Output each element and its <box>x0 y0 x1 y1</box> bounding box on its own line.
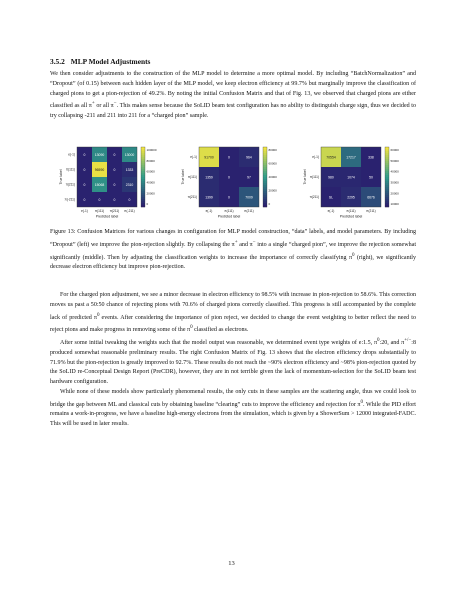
cell-value: 1359 <box>205 175 213 180</box>
x-tick-label: π(211) <box>366 209 376 213</box>
colorbar-tick-label: 10000 <box>390 202 399 207</box>
superscript: 0 <box>377 338 380 344</box>
colorbar-segment <box>263 165 267 167</box>
colorbar-segment <box>141 175 145 177</box>
superscript: 0 <box>352 252 355 258</box>
colorbar-tick-label: 60000 <box>390 148 399 153</box>
colorbar-tick-label: 50000 <box>390 158 399 163</box>
cell-value: 96590 <box>94 167 105 172</box>
page-number: 13 <box>228 560 235 567</box>
colorbar-segment <box>141 183 145 185</box>
colorbar-segment <box>141 189 145 191</box>
colorbar-segment <box>385 193 389 195</box>
colorbar-segment <box>263 151 267 153</box>
colorbar-segment <box>385 197 389 199</box>
colorbar-segment <box>263 159 267 161</box>
colorbar-segment <box>385 173 389 175</box>
colorbar-segment <box>385 195 389 197</box>
cell-value: 97 <box>247 175 251 180</box>
colorbar-segment <box>263 173 267 175</box>
cell-value: 0 <box>228 175 230 180</box>
cell-value: 964 <box>246 155 252 160</box>
colorbar-segment <box>385 171 389 173</box>
colorbar-segment <box>263 177 267 179</box>
colorbar-segment <box>141 153 145 155</box>
text-run: We then consider adjustments to the construction of the MLP model to determine a more optimal model. By including “BatchNormalization” and “Dropout” (of 0.15) between each hidden layer of the MLP model, we keep electron efficiency at 99.7% but marginally improve the classification of charged pions to get a pion-rejection of 49.2%. By noting the initial Confusion Matrix and that of Fig. 13, we observed that charged pions are either classified as all π <box>50 71 416 110</box>
colorbar-tick-label: 40000 <box>146 180 155 185</box>
cell-value: 0 <box>98 197 101 202</box>
colorbar-segment <box>141 177 145 179</box>
colorbar-tick-label: 100000 <box>146 148 157 153</box>
cell-value: 0 <box>113 197 116 202</box>
text-run: :8 produced somewhat reasonable preliminary results. The right Confusion Matrix of Fig. 13 shows that the electron efficiency drops substantially to 71.9% but the pion-rejection is greatly improved to 92.7%. These results do not reach the ~90% electron efficiency and ~98% pion-rejection quoted by the SoLID re-Conceptual Design Report (PreCDR), however, they are in not terrible given the lack of momentum-selection for the SoLID beam test hardware configuration. <box>50 340 416 386</box>
cell-value: 7009 <box>245 195 253 200</box>
x-tick-label: π(-211) <box>124 209 135 213</box>
colorbar-segment <box>141 163 145 165</box>
text-run: :20, and π <box>379 340 405 347</box>
paragraph-charged-pion <box>50 291 416 336</box>
colorbar-segment <box>141 185 145 187</box>
colorbar-segment <box>263 197 267 199</box>
text-run: into a single “charged pion”, we improve the rejection somewhat significantly (middle). Then by adjusting the classification weights to increase the importance of correctly classifying π <box>50 241 416 261</box>
y-tick-label: π(211) <box>65 182 75 187</box>
colorbar-segment <box>263 147 267 149</box>
cell-value: 1333 <box>125 167 134 172</box>
cell-value: 980 <box>328 175 334 180</box>
colorbar-segment <box>385 157 389 159</box>
colorbar-segment <box>263 203 267 205</box>
colorbar-tick-label: 20000 <box>146 191 155 196</box>
colorbar-segment <box>263 179 267 181</box>
colorbar-segment <box>263 167 267 169</box>
colorbar-segment <box>385 201 389 203</box>
colorbar-segment <box>263 153 267 155</box>
y-tick-label: π(211) <box>309 195 319 200</box>
figure-13 <box>55 143 420 223</box>
section-number: 3.5.2 <box>50 57 65 66</box>
colorbar-segment <box>385 179 389 181</box>
superscript: +/− <box>404 338 412 344</box>
colorbar-segment <box>385 177 389 179</box>
cell-value: 0 <box>83 197 86 202</box>
colorbar-tick-label: 30000 <box>390 180 399 185</box>
cell-value: 1399 <box>205 195 213 200</box>
colorbar-segment <box>141 159 145 161</box>
colorbar-segment <box>385 167 389 169</box>
colorbar-segment <box>141 195 145 197</box>
x-tick-label: e(-1) <box>81 209 88 213</box>
colorbar-tick-label: 20000 <box>390 191 399 196</box>
colorbar-segment <box>385 155 389 157</box>
x-axis-title: Predicted label <box>217 214 241 219</box>
colorbar-segment <box>263 163 267 165</box>
y-tick-label: e(-1) <box>312 155 319 160</box>
y-axis-title: True label <box>303 169 307 185</box>
y-tick-label: π(111) <box>309 175 319 180</box>
cell-value: 17217 <box>346 155 356 160</box>
superscript: − <box>113 101 117 107</box>
cell-value: 0 <box>113 152 116 157</box>
colorbar-segment <box>263 187 267 189</box>
colorbar-tick-label: 80000 <box>146 158 155 163</box>
colorbar-segment <box>263 181 267 183</box>
paragraph-weights <box>50 336 416 388</box>
x-tick-label: e(-1) <box>327 209 335 213</box>
colorbar-segment <box>141 151 145 153</box>
colorbar-segment <box>263 171 267 173</box>
superscript: 0 <box>190 325 193 331</box>
colorbar-segment <box>141 201 145 203</box>
colorbar-segment <box>385 147 389 149</box>
colorbar-segment <box>263 175 267 177</box>
section-title: MLP Model Adjustments <box>70 57 151 66</box>
colorbar-segment <box>141 147 145 149</box>
text-run: For the charged pion adjustment, we see a minor decrease in electron efficiency to 98.5% with increase in pion-rejection to 58.6%. This correction moves us past a 50:50 chance of rejecting pions with 70.6% of charged pions correctly classified. This progress is still accompanied by the complete lack of predicted π <box>50 292 416 321</box>
cell-value: 13090 <box>94 152 105 157</box>
colorbar-segment <box>385 175 389 177</box>
y-axis-title: True label <box>181 169 185 185</box>
cell-value: 0 <box>128 197 131 202</box>
colorbar-segment <box>263 201 267 203</box>
cell-value: 2295 <box>347 195 355 200</box>
colorbar-segment <box>385 149 389 151</box>
superscript: + <box>91 101 95 107</box>
colorbar-segment <box>263 155 267 157</box>
colorbar-segment <box>263 183 267 185</box>
colorbar-segment <box>385 185 389 187</box>
cell-value: 0 <box>228 195 230 200</box>
y-tick-label: π(111) <box>187 175 197 180</box>
colorbar-segment <box>263 161 267 163</box>
colorbar-segment <box>141 193 145 195</box>
y-tick-label: π(-211) <box>64 197 75 202</box>
x-tick-label: π(211) <box>109 209 120 213</box>
x-axis-title: Predicted label <box>95 214 119 219</box>
cell-value: 0 <box>83 182 86 187</box>
confusion-matrix-charged-pion <box>177 143 292 223</box>
colorbar-segment <box>263 149 267 151</box>
colorbar-segment <box>385 183 389 185</box>
x-tick-label: π(111) <box>224 209 234 213</box>
colorbar-segment <box>141 157 145 159</box>
colorbar-segment <box>141 187 145 189</box>
colorbar-segment <box>385 153 389 155</box>
x-tick-label: π(111) <box>94 209 105 213</box>
cell-value: 6676 <box>367 195 375 200</box>
x-tick-label: e(-1) <box>205 209 213 213</box>
figure-caption <box>50 228 416 273</box>
colorbar-segment <box>141 171 145 173</box>
cell-value: 0 <box>228 155 230 160</box>
colorbar-segment <box>141 149 145 151</box>
x-axis-title: Predicted label <box>339 214 363 219</box>
colorbar-segment <box>263 189 267 191</box>
text-run: classified as electrons. <box>192 327 249 334</box>
text-run: Figure 13: Confusion Matrices for various changes in configuration for MLP model construction, “data” labels, and model parameters. By including “Dropout” (left) we improve the pion-rejection slightly. By collapsing the π <box>50 229 416 248</box>
text-run: (right), we significantly decrease electron efficiency but improve pion-rejection. <box>50 254 416 271</box>
y-axis-title: True label <box>59 169 63 185</box>
superscript: 0 <box>360 399 363 405</box>
colorbar-segment <box>141 173 145 175</box>
paragraph-mlp-adjustments <box>50 70 416 122</box>
text-run: . While the PID effort remains a work-in-progress, we have a baseline high-energy electrons from the simulation, which is given by a ShowerSum > 12000 integrated-FADC. This will be used in later results. <box>50 401 416 428</box>
text-run: and π <box>237 241 253 248</box>
colorbar-segment <box>385 169 389 171</box>
colorbar-tick-label: 60000 <box>146 169 155 174</box>
colorbar-segment <box>141 191 145 193</box>
colorbar-segment <box>385 161 389 163</box>
colorbar-segment <box>141 197 145 199</box>
colorbar-segment <box>385 191 389 193</box>
x-tick-label: π(211) <box>244 209 254 213</box>
colorbar-segment <box>141 203 145 205</box>
colorbar-segment <box>141 179 145 181</box>
cell-value: 0 <box>83 167 86 172</box>
text-run: or all π <box>94 103 114 110</box>
text-run: While none of these models show particularly phenomenal results, the only cuts in these samples are the scattering angle, thus we could look to bridge the gap between ML and classical cuts by obtaining baseline “clearing” cuts to improve the efficiency and rejection for π <box>50 388 416 408</box>
colorbar-segment <box>263 193 267 195</box>
cell-value: 15068 <box>94 182 105 187</box>
paragraph-conclusion <box>50 388 416 430</box>
colorbar-segment <box>263 195 267 197</box>
colorbar-segment <box>385 203 389 205</box>
cell-value: 91700 <box>204 155 214 160</box>
colorbar-tick-label: 80000 <box>268 148 277 153</box>
x-tick-label: π(111) <box>346 209 356 213</box>
y-tick-label: π(111) <box>65 167 75 172</box>
body-text <box>50 291 416 430</box>
colorbar-segment <box>385 159 389 161</box>
colorbar-segment <box>385 189 389 191</box>
y-tick-label: e(-1) <box>190 155 197 160</box>
colorbar-segment <box>385 181 389 183</box>
cell-value: 0 <box>83 152 86 157</box>
colorbar-segment <box>385 165 389 167</box>
colorbar-segment <box>141 155 145 157</box>
text-run: After some initial tweaking the weights such that the model output was reasonable, we determined event type weights of e:1.5, π <box>60 340 378 347</box>
cell-value: 1074 <box>347 175 355 180</box>
colorbar-tick-label: 40000 <box>390 169 399 174</box>
text-run: events. After considering the importance of pion reject, we decided to change the event weighting to better reflect the need to reject pions and make progress in removing some of the π <box>50 314 416 334</box>
cell-value: 2310 <box>125 182 134 187</box>
cell-value: 0 <box>113 167 116 172</box>
superscript: − <box>252 239 256 245</box>
colorbar-tick-label: 20000 <box>268 188 277 193</box>
section-heading <box>50 57 150 66</box>
cell-value: 50 <box>369 175 373 180</box>
cell-value: 0 <box>113 182 116 187</box>
confusion-matrix-dropout <box>55 143 170 223</box>
cell-value: 70554 <box>326 155 336 160</box>
y-tick-label: π(211) <box>187 195 197 200</box>
colorbar-segment <box>385 199 389 201</box>
colorbar-segment <box>263 169 267 171</box>
y-tick-label: e(-1) <box>68 152 75 157</box>
cell-value: SL <box>328 195 334 200</box>
superscript: + <box>234 239 238 245</box>
cell-value: 338 <box>368 155 374 160</box>
colorbar-segment <box>141 165 145 167</box>
text-run: . This makes sense because the SoLID beam test configuration has no ability to distinguish charge sign, thus we decided to try collapsing -211 and 211 into 211 for a “charged pion” sample. <box>50 103 416 120</box>
superscript: 0 <box>96 312 100 318</box>
colorbar-segment <box>141 181 145 183</box>
colorbar-tick-label: 0 <box>146 202 149 207</box>
colorbar-segment <box>141 167 145 169</box>
colorbar-segment <box>263 157 267 159</box>
colorbar-segment <box>385 151 389 153</box>
colorbar-segment <box>141 169 145 171</box>
colorbar-segment <box>141 161 145 163</box>
colorbar-segment <box>263 191 267 193</box>
cell-value: 13000 <box>124 152 135 157</box>
colorbar-segment <box>263 185 267 187</box>
colorbar-tick-label: 60000 <box>268 161 277 166</box>
colorbar-segment <box>385 187 389 189</box>
colorbar-segment <box>263 199 267 201</box>
confusion-matrix-weighted <box>299 143 414 223</box>
colorbar-tick-label: 0 <box>268 202 271 207</box>
colorbar-tick-label: 40000 <box>268 175 277 180</box>
colorbar-segment <box>141 199 145 201</box>
colorbar-segment <box>385 163 389 165</box>
